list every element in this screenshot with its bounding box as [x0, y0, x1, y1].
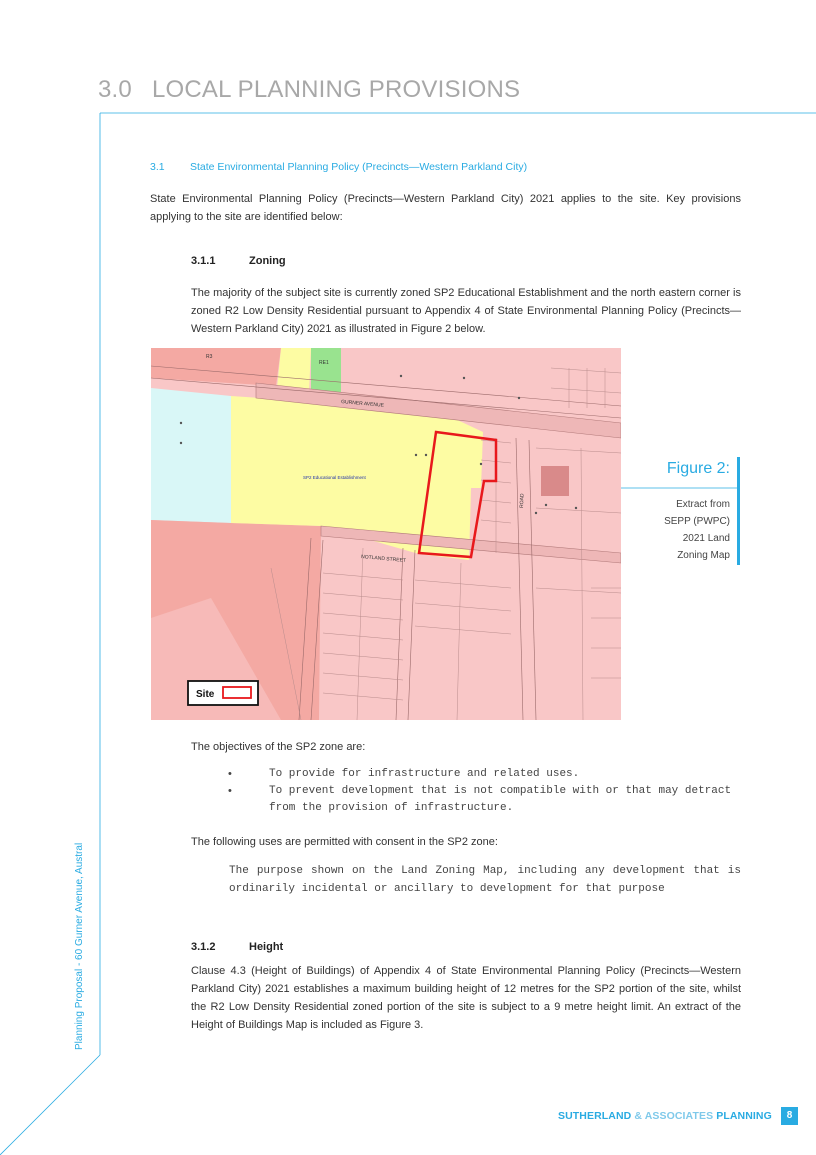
map-zone-tag-re1: RE1: [319, 360, 329, 366]
section-3-1-1-title: Zoning: [249, 255, 286, 267]
zoning-map-graphic: [151, 348, 621, 720]
figure-caption-line: Zoning Map: [677, 550, 730, 561]
objective-item: [228, 766, 748, 783]
footer-brand: [558, 1110, 772, 1122]
figure-caption-block: [620, 456, 740, 566]
map-zone-label: SP2 Educational Establishment: [303, 475, 366, 480]
page-number: 8: [781, 1107, 798, 1125]
bullet-icon: •: [228, 785, 232, 797]
figure-label: Figure 2:: [666, 460, 730, 477]
objective-item: [228, 783, 748, 817]
map-street-right: ROAD: [519, 493, 526, 509]
figure-caption-line: Extract from: [676, 499, 730, 510]
footer-brand-a: SUTHERLAND: [558, 1110, 632, 1122]
section-3-1-1-number: 3.1.1: [191, 255, 216, 267]
section-3-1-2-title: Height: [249, 941, 284, 953]
map-street-top: GURNER AVENUE: [340, 399, 385, 409]
section-3-1-1-paragraph: The majority of the subject site is currently zoned SP2 Educational Establishment and the north eastern corner is zoned R2 Low Density Residential pursuant to Appendix 4 of State Environmental Planning Policy (Precincts—Western Parkland City) 2021 as illustrated in Figure 2 below.: [191, 287, 741, 335]
map-street-bottom: NOTLAND STREET: [360, 554, 407, 564]
figure-caption-line: 2021 Land: [682, 533, 730, 544]
page-heading: [98, 76, 520, 104]
section-3-1-title: [150, 161, 527, 173]
map-zone-tag-r3: R3: [206, 354, 213, 360]
objective-text: To provide for infrastructure and related uses.: [269, 768, 580, 780]
section-3-1-1-heading: [191, 255, 286, 267]
section-3-1-number: 3.1: [150, 161, 165, 173]
map-legend-label: Site: [196, 689, 215, 700]
footer-brand-b: ASSOCIATES: [644, 1110, 714, 1122]
footer-brand-amp: &: [634, 1110, 643, 1122]
objective-text: To prevent development that is not compatible with or that may detract from the provision of infrastructure.: [269, 785, 732, 814]
heading-title: LOCAL PLANNING PROVISIONS: [151, 76, 521, 103]
section-3-1-title-text: State Environmental Planning Policy (Precincts—Western Parkland City): [190, 161, 528, 173]
figure-caption-line: SEPP (PWPC): [664, 516, 730, 527]
objectives-intro: The objectives of the SP2 zone are:: [191, 741, 366, 753]
permitted-quote: The purpose shown on the Land Zoning Map, including any development that is ordinarily incidental or ancillary to development for that purpose: [229, 865, 741, 895]
section-3-1-2-heading: [191, 941, 283, 953]
objectives-list: [228, 766, 748, 817]
section-3-1-2-number: 3.1.2: [191, 941, 216, 953]
zoning-map: [151, 348, 621, 720]
bullet-icon: •: [228, 768, 232, 780]
heading-number: 3.0: [98, 76, 132, 103]
section-3-1-2-paragraph: Clause 4.3 (Height of Buildings) of Appendix 4 of State Environmental Planning Policy (Precincts—Western Parkland City) 2021 establishes a maximum building height of 12 metres for the SP2 portion of the site, whilst the R2 Low Density Residential zoned portion of the site is subject to a 9 metre height limit. An extract of the Height of Buildings Map is included as Figure 3.: [191, 965, 741, 1031]
figure-caption: [620, 496, 730, 564]
permitted-intro: The following uses are permitted with consent in the SP2 zone:: [191, 836, 498, 848]
section-3-1-intro: State Environmental Planning Policy (Precincts—Western Parkland City) 2021 applies to the site. Key provisions applying to the site are identified below:: [150, 193, 741, 223]
footer-brand-c: PLANNING: [716, 1110, 772, 1122]
sidebar-document-title: Planning Proposal - 60 Gurner Avenue, Austral: [74, 842, 85, 1050]
